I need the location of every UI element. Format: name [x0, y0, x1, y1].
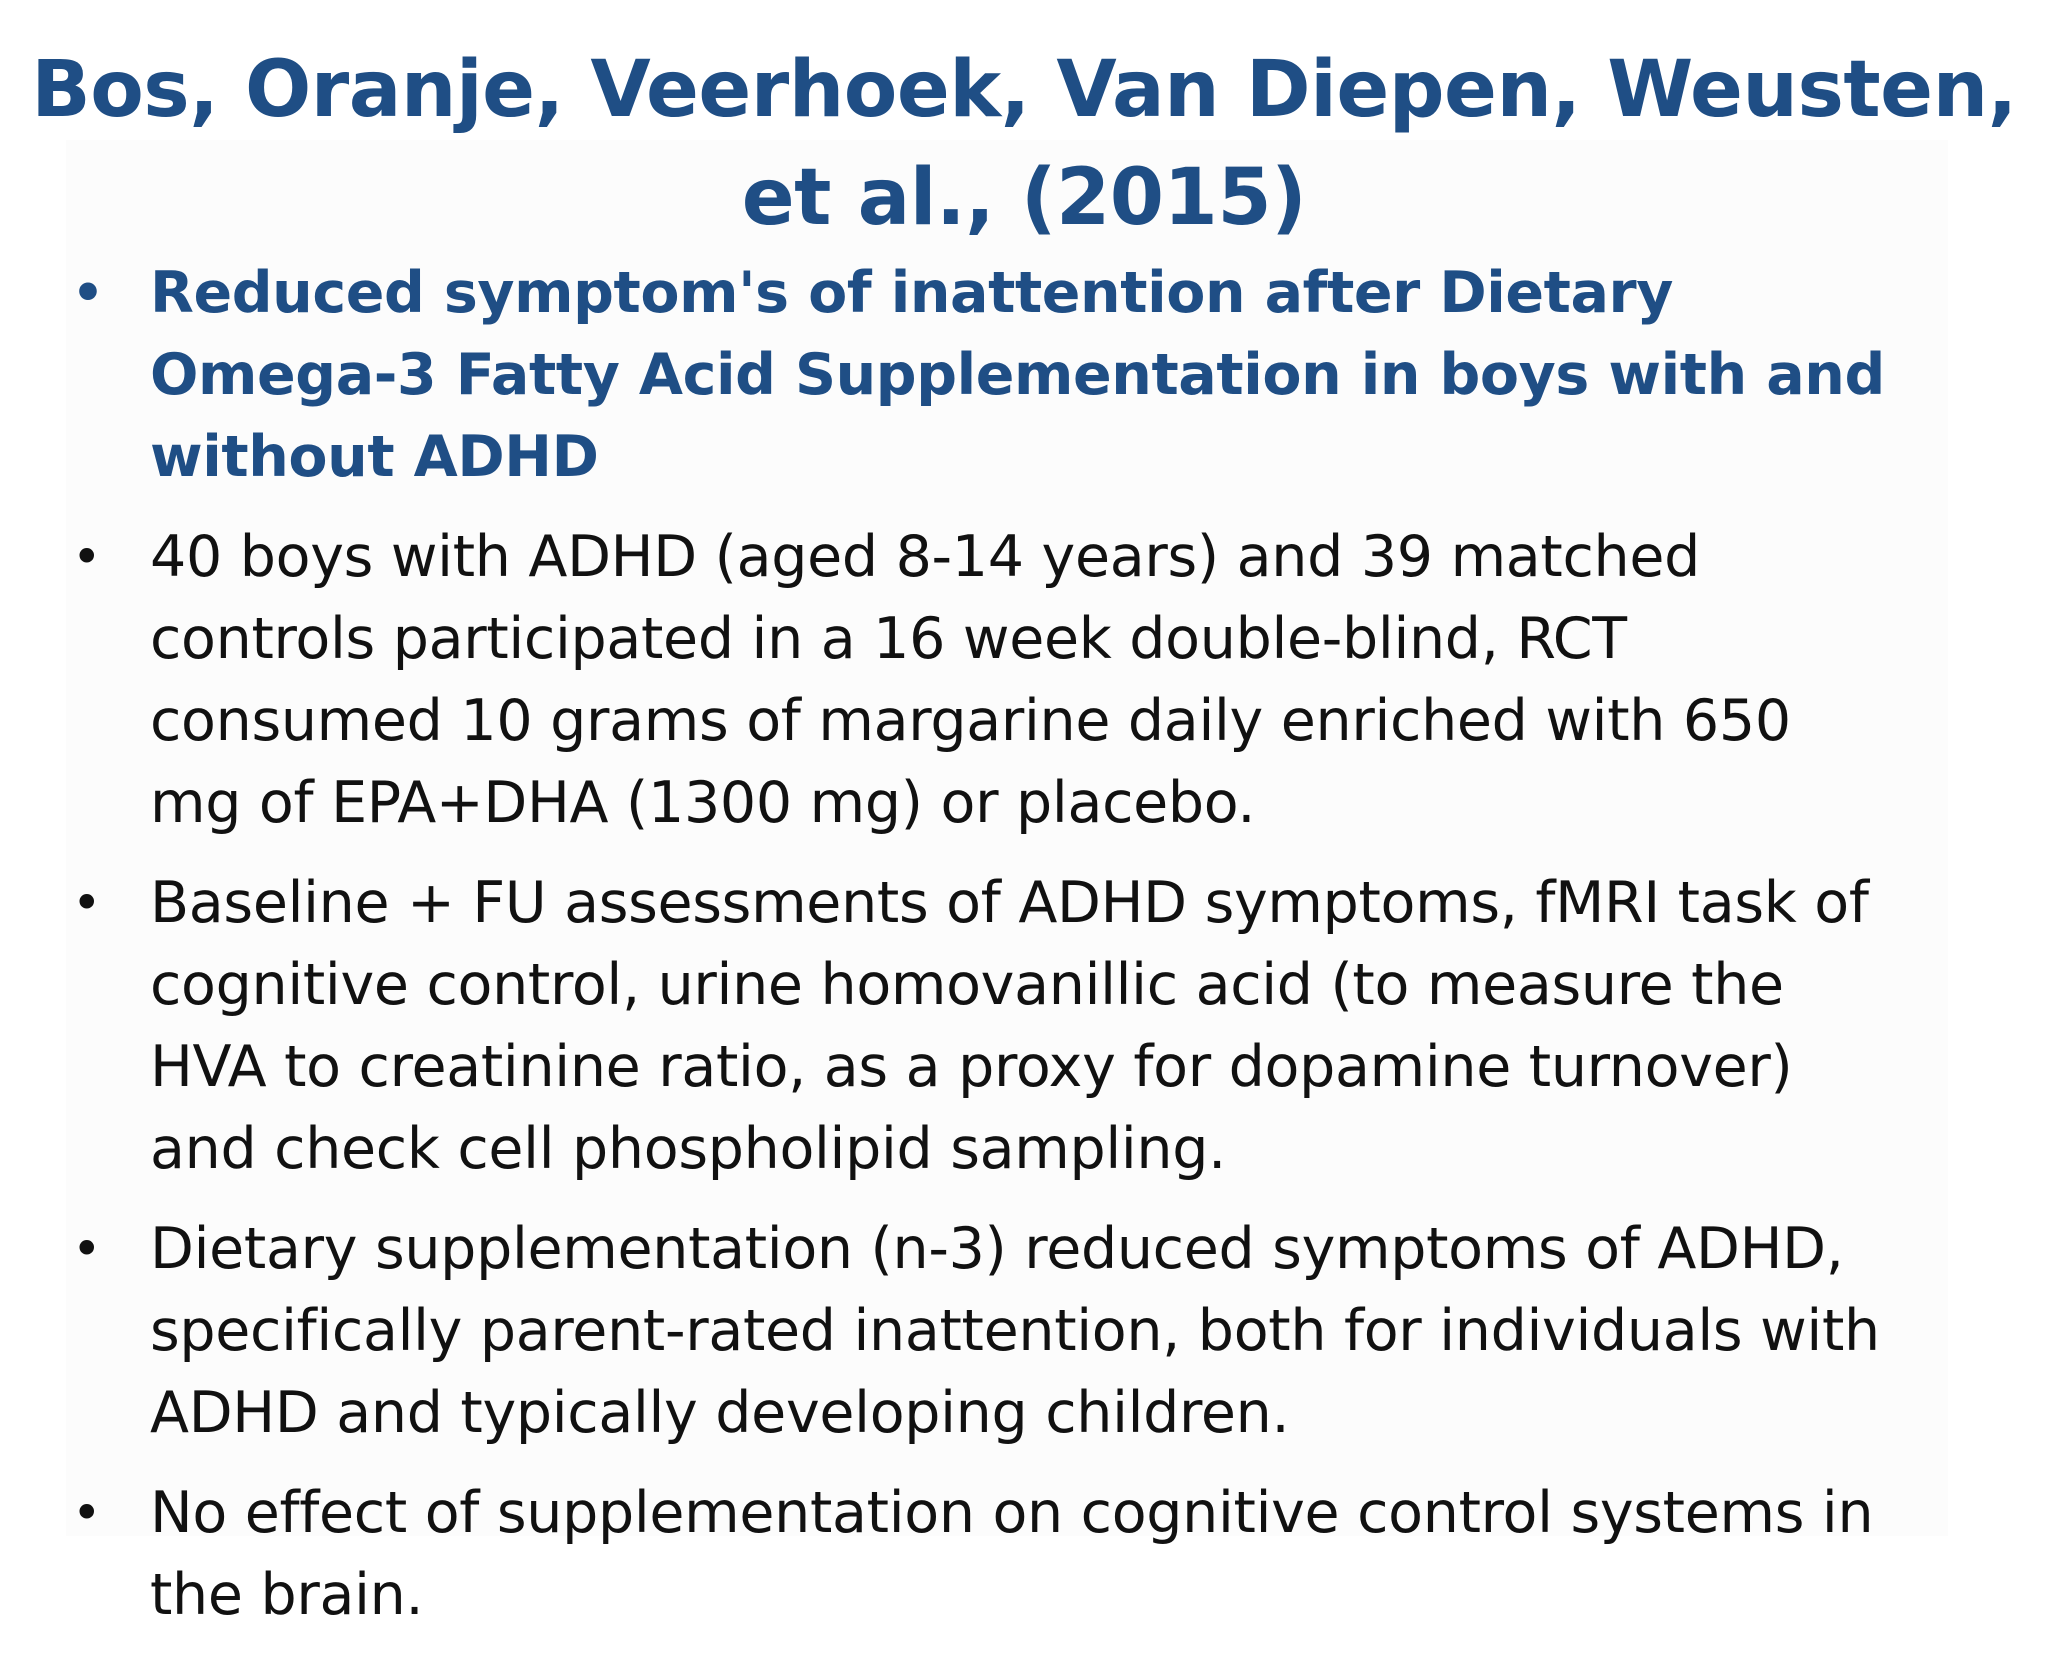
- bullet-text: Dietary supplementation (n-3) reduced symptoms of ADHD, specifically parent-rated inattention, both for individuals with ADHD and typically developing children.: [150, 1216, 1880, 1446]
- bullet-list: [0, 252, 2048, 1654]
- bullet-item-participants: [0, 516, 2048, 844]
- bullet-item-findings: [0, 1208, 2048, 1454]
- bullet-item-study-summary: [0, 252, 2048, 498]
- slide-title: Bos, Oranje, Veerhoek, Van Diepen, Weusten, et al., (2015): [31, 45, 2017, 243]
- bullet-dot-icon: •: [72, 1220, 102, 1278]
- bullet-item-no-effect: [0, 1472, 2048, 1636]
- bullet-text: Reduced symptom's of inattention after Dietary Omega-3 Fatty Acid Supplementation in boys with and without ADHD: [150, 260, 1885, 490]
- bullet-dot-icon: •: [72, 264, 104, 322]
- bullet-text: 40 boys with ADHD (aged 8-14 years) and 39 matched controls participated in a 16 week double-blind, RCT consumed 10 grams of margarine daily enriched with 650 mg of EPA+DHA (1300 mg) or placebo.: [150, 524, 1791, 836]
- bullet-dot-icon: •: [72, 874, 102, 932]
- bullet-text: Baseline + FU assessments of ADHD symptoms, fMRI task of cognitive control, urine homovanillic acid (to measure the HVA to creatinine ratio, as a proxy for dopamine turnover) and check cell phospholipid sampling.: [150, 870, 1869, 1182]
- bullet-item-assessments: [0, 862, 2048, 1190]
- bullet-text: No effect of supplementation on cognitive control systems in the brain.: [150, 1480, 1874, 1628]
- bullet-dot-icon: •: [72, 1484, 102, 1542]
- bullet-dot-icon: •: [72, 528, 102, 586]
